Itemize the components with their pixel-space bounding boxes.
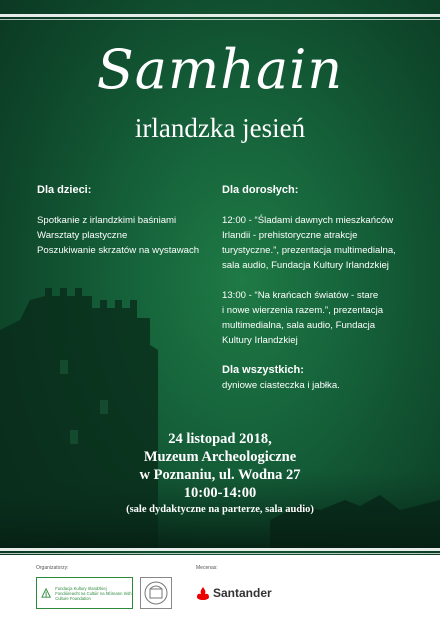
adult-event-2 xyxy=(222,288,422,348)
santander-flame-icon xyxy=(196,587,210,600)
event-venue: Muzeum Archeologiczne xyxy=(143,449,297,465)
event-details xyxy=(0,430,440,518)
museum-logo xyxy=(140,577,172,609)
event-line: multimedialna, sala audio, Fundacja xyxy=(222,320,376,331)
fki-logo-text: Fundacja Kultury Irlandzkiej Fondúireacht na Cultúir na hÉireann Irish Culture Foundation xyxy=(55,585,132,601)
event-rooms: (sale dydaktyczne na parterze, sala audio) xyxy=(126,504,314,515)
adult-event-1 xyxy=(222,213,422,273)
event-line: Irlandii - prehistoryczne atrakcje xyxy=(222,230,358,241)
event-time: 10:00-14:00 xyxy=(183,485,257,501)
bottom-border-thin xyxy=(0,553,440,554)
kids-item: Spotkanie z irlandzkimi baśniami xyxy=(37,215,177,226)
fki-logo xyxy=(36,577,133,609)
patron-label: Mecenas: xyxy=(196,565,218,571)
event-line: turystyczne.”, prezentacja multimedialna, xyxy=(222,245,396,256)
kids-item: Warsztaty plastyczne xyxy=(37,230,128,241)
adults-column xyxy=(222,183,422,393)
event-line: i nowe wierzenia razem.”, prezentacja xyxy=(222,305,384,316)
poster-title: Samhain xyxy=(96,38,344,101)
everyone-heading: Dla wszystkich: xyxy=(222,364,304,376)
event-address: w Poznaniu, ul. Wodna 27 xyxy=(139,467,301,483)
fki-mark-icon xyxy=(41,582,51,604)
bottom-border xyxy=(0,548,440,551)
sponsors-footer xyxy=(0,555,440,622)
top-border-thin xyxy=(0,19,440,20)
santander-name: Santander xyxy=(213,586,272,600)
kids-heading: Dla dzieci: xyxy=(37,184,92,196)
organizers-label: Organizatorzy: xyxy=(36,565,69,571)
event-line: sala audio, Fundacja Kultury Irlandzkiej xyxy=(222,260,389,271)
adults-heading: Dla dorosłych: xyxy=(222,184,299,196)
poster-subtitle: irlandzka jesień xyxy=(134,113,306,143)
top-border xyxy=(0,14,440,17)
event-line: Kultury Irlandzkiej xyxy=(222,335,298,346)
event-line: 12:00 - “Śladami dawnych mieszkańców xyxy=(222,215,394,226)
event-line: 13:00 - “Na krańcach światów - stare xyxy=(222,290,379,301)
museum-emblem-icon xyxy=(141,578,171,608)
kids-item: Poszukiwanie skrzatów na wystawach xyxy=(37,245,200,256)
santander-logo xyxy=(196,586,272,600)
kids-column xyxy=(37,183,217,258)
everyone-text: dyniowe ciasteczka i jabłka. xyxy=(222,380,340,391)
event-date: 24 listopad 2018, xyxy=(168,431,272,447)
